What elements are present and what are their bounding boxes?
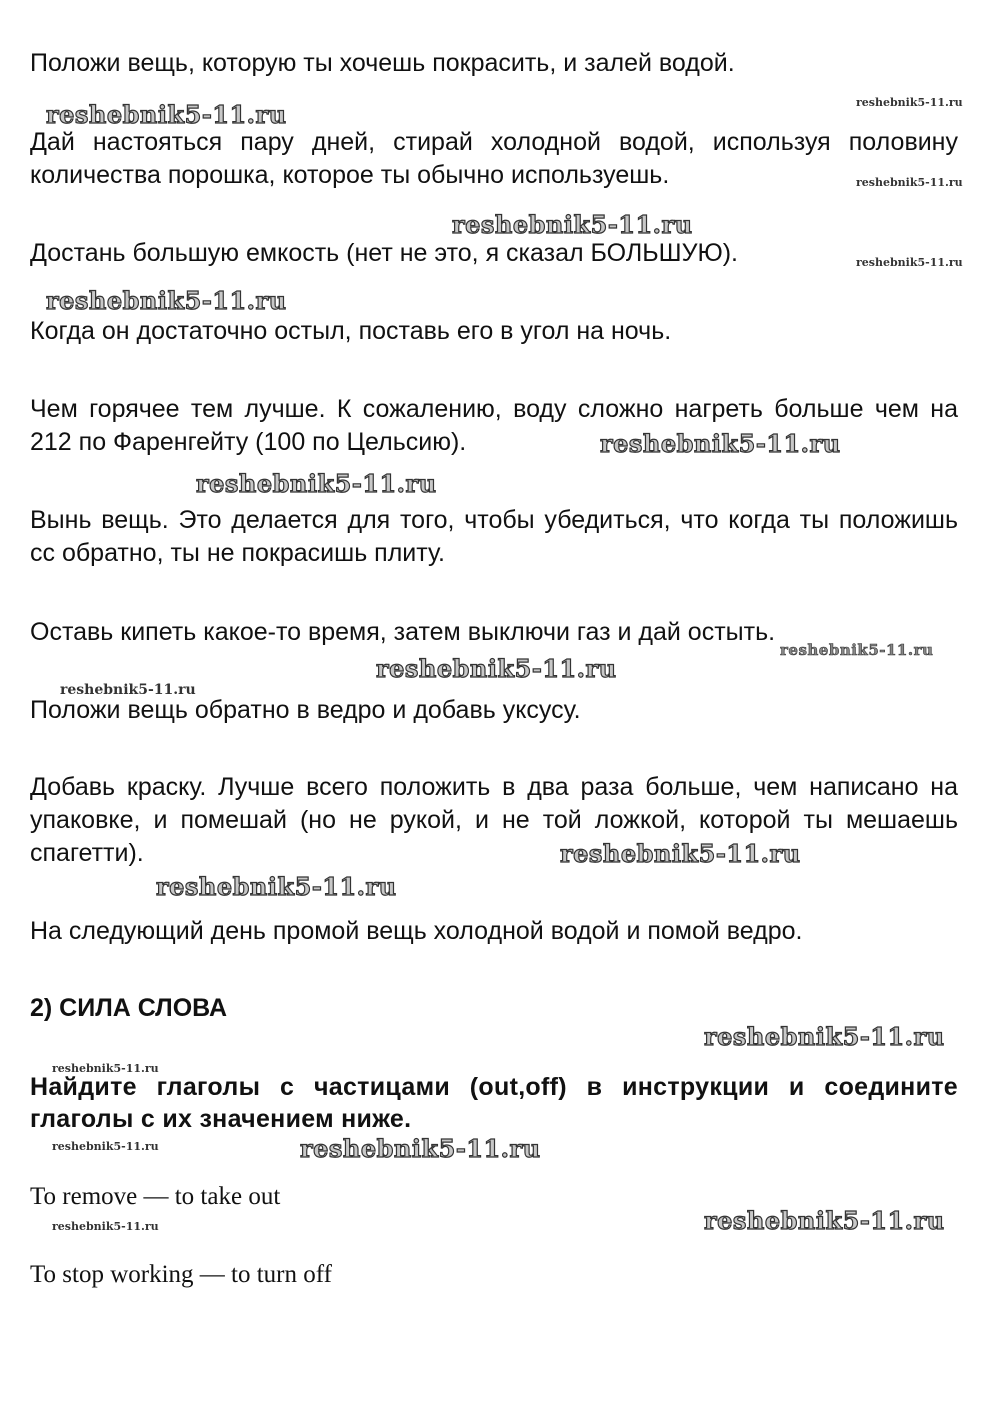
watermark: reshebnik5-11.ru: [600, 429, 841, 458]
section-heading: 2) СИЛА СЛОВА: [30, 994, 228, 1022]
watermark: reshebnik5-11.ru: [46, 286, 287, 315]
paragraph-8: Положи вещь обратно в ведро и добавь уксусу.: [30, 696, 581, 724]
paragraph-2: Дай настояться пару дней, стирай холодной водой, используя половину количества порошка, которое ты обычно используешь.: [30, 128, 958, 189]
paragraph-10: На следующий день промой вещь холодной водой и помой ведро.: [30, 917, 803, 945]
watermark: reshebnik5-11.ru: [560, 839, 801, 868]
watermark: reshebnik5-11.ru: [60, 682, 196, 698]
watermark: reshebnik5-11.ru: [704, 1206, 945, 1235]
watermark: reshebnik5-11.ru: [52, 1062, 159, 1075]
paragraph-4: Когда он достаточно остыл, поставь его в угол на ночь.: [30, 317, 672, 345]
watermark: reshebnik5-11.ru: [46, 100, 287, 129]
watermark: reshebnik5-11.ru: [156, 872, 397, 901]
task-instruction: Найдите глаголы с частицами (out,off) в инструкции и соедините глаголы с их значением ниже.: [30, 1073, 958, 1133]
answer-1: To remove — to take out: [30, 1183, 281, 1210]
watermark: reshebnik5-11.ru: [856, 96, 963, 109]
watermark: reshebnik5-11.ru: [376, 654, 617, 683]
paragraph-3: Достань большую емкость (нет не это, я сказал БОЛЬШУЮ).: [30, 239, 738, 267]
answer-2: To stop working — to turn off: [30, 1261, 332, 1288]
paragraph-7: Оставь кипеть какое-то время, затем выключи газ и дай остыть.: [30, 618, 776, 646]
watermark: reshebnik5-11.ru: [704, 1022, 945, 1051]
watermark: reshebnik5-11.ru: [780, 641, 934, 659]
paragraph-6: Вынь вещь. Это делается для того, чтобы убедиться, что когда ты положишь сс обратно, ты не покрасишь плиту.: [30, 506, 958, 567]
paragraph-9: Добавь краску. Лучше всего положить в два раза больше, чем написано на упаковке, и помешай (но не рукой, и не той ложкой, которой ты мешаешь спагетти).: [30, 773, 958, 867]
watermark: reshebnik5-11.ru: [196, 469, 437, 498]
watermark: reshebnik5-11.ru: [856, 256, 963, 269]
paragraph-1: Положи вещь, которую ты хочешь покрасить, и залей водой.: [30, 49, 735, 77]
watermark: reshebnik5-11.ru: [300, 1134, 541, 1163]
watermark: reshebnik5-11.ru: [52, 1220, 159, 1233]
watermark: reshebnik5-11.ru: [452, 210, 693, 239]
watermark: reshebnik5-11.ru: [52, 1140, 159, 1153]
watermark: reshebnik5-11.ru: [856, 176, 963, 189]
paragraph-5: Чем горячее тем лучше. К сожалению, воду сложно нагреть больше чем на 212 по Фаренгейту (100 по Цельсию).: [30, 395, 958, 456]
